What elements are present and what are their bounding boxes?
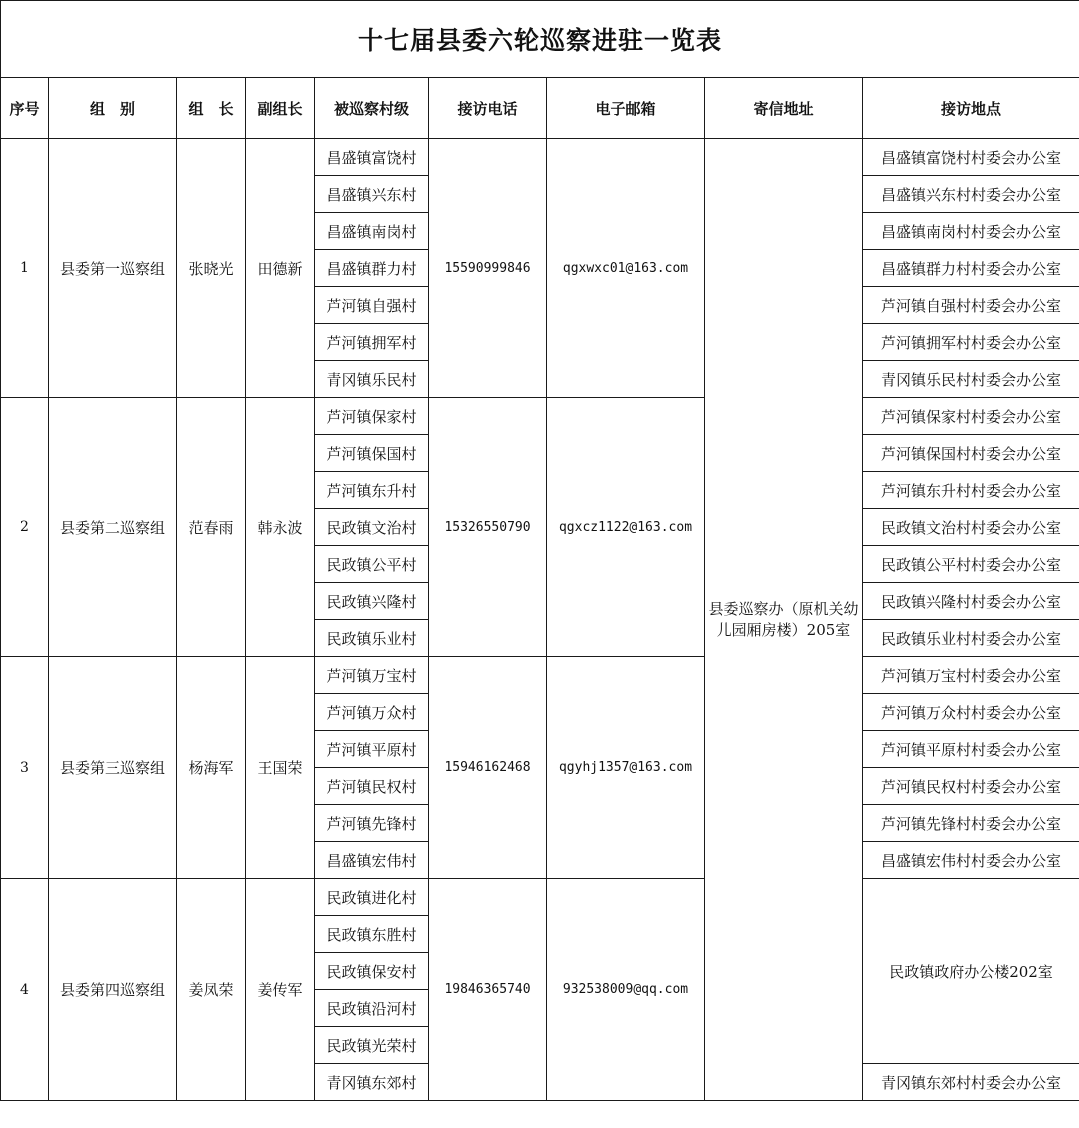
group-phone: 19846365740	[429, 879, 547, 1101]
table-row	[1, 139, 1079, 176]
location-cell: 芦河镇保家村村委会办公室	[863, 398, 1079, 435]
location-cell: 民政镇兴隆村村委会办公室	[863, 583, 1079, 620]
village-cell: 民政镇文治村	[315, 509, 429, 546]
header-group: 组 别	[49, 78, 177, 139]
group-email: qgxcz1122@163.com	[547, 398, 705, 657]
village-cell: 民政镇乐业村	[315, 620, 429, 657]
village-cell: 民政镇沿河村	[315, 990, 429, 1027]
location-cell: 昌盛镇兴东村村委会办公室	[863, 176, 1079, 213]
village-cell: 芦河镇平原村	[315, 731, 429, 768]
location-cell: 芦河镇拥军村村委会办公室	[863, 324, 1079, 361]
group-email: qgxwxc01@163.com	[547, 139, 705, 398]
village-cell: 芦河镇保家村	[315, 398, 429, 435]
location-cell: 昌盛镇群力村村委会办公室	[863, 250, 1079, 287]
village-cell: 芦河镇万宝村	[315, 657, 429, 694]
location-cell: 芦河镇先锋村村委会办公室	[863, 805, 1079, 842]
village-cell: 昌盛镇南岗村	[315, 213, 429, 250]
group-seq: 2	[1, 398, 49, 657]
location-cell: 芦河镇保国村村委会办公室	[863, 435, 1079, 472]
village-cell: 昌盛镇宏伟村	[315, 842, 429, 879]
location-cell: 芦河镇平原村村委会办公室	[863, 731, 1079, 768]
header-deputy: 副组长	[246, 78, 315, 139]
location-cell: 芦河镇万众村村委会办公室	[863, 694, 1079, 731]
village-cell: 芦河镇万众村	[315, 694, 429, 731]
header-row	[1, 78, 1079, 139]
group-leader: 范春雨	[177, 398, 246, 657]
village-cell: 民政镇进化村	[315, 879, 429, 916]
group-leader: 姜凤荣	[177, 879, 246, 1101]
table-title: 十七届县委六轮巡察进驻一览表	[1, 1, 1079, 78]
group-email: qgyhj1357@163.com	[547, 657, 705, 879]
village-cell: 芦河镇拥军村	[315, 324, 429, 361]
group-deputy: 韩永波	[246, 398, 315, 657]
group-phone: 15326550790	[429, 398, 547, 657]
group-email: 932538009@qq.com	[547, 879, 705, 1101]
group-seq: 1	[1, 139, 49, 398]
village-cell: 民政镇光荣村	[315, 1027, 429, 1064]
location-cell: 昌盛镇富饶村村委会办公室	[863, 139, 1079, 176]
group-seq: 3	[1, 657, 49, 879]
location-cell: 芦河镇民权村村委会办公室	[863, 768, 1079, 805]
header-email: 电子邮箱	[547, 78, 705, 139]
header-location: 接访地点	[863, 78, 1079, 139]
location-cell: 芦河镇万宝村村委会办公室	[863, 657, 1079, 694]
group-phone: 15946162468	[429, 657, 547, 879]
village-cell: 芦河镇先锋村	[315, 805, 429, 842]
location-cell: 民政镇公平村村委会办公室	[863, 546, 1079, 583]
village-cell: 青冈镇东郊村	[315, 1064, 429, 1101]
location-cell: 青冈镇乐民村村委会办公室	[863, 361, 1079, 398]
village-cell: 民政镇兴隆村	[315, 583, 429, 620]
village-cell: 芦河镇民权村	[315, 768, 429, 805]
table-row	[1, 657, 1079, 694]
header-leader: 组 长	[177, 78, 246, 139]
header-mail-address: 寄信地址	[705, 78, 863, 139]
group-name: 县委第四巡察组	[49, 879, 177, 1101]
group-deputy: 姜传军	[246, 879, 315, 1101]
location-merged-cell: 民政镇政府办公楼202室	[863, 879, 1079, 1064]
group-name: 县委第一巡察组	[49, 139, 177, 398]
group-leader: 张晓光	[177, 139, 246, 398]
location-cell: 芦河镇东升村村委会办公室	[863, 472, 1079, 509]
location-cell: 青冈镇东郊村村委会办公室	[863, 1064, 1079, 1101]
group-phone: 15590999846	[429, 139, 547, 398]
group-name: 县委第二巡察组	[49, 398, 177, 657]
table-row	[1, 398, 1079, 435]
group-deputy: 王国荣	[246, 657, 315, 879]
village-cell: 昌盛镇富饶村	[315, 139, 429, 176]
table-row	[1, 879, 1079, 916]
location-cell: 芦河镇自强村村委会办公室	[863, 287, 1079, 324]
location-cell: 昌盛镇南岗村村委会办公室	[863, 213, 1079, 250]
header-phone: 接访电话	[429, 78, 547, 139]
header-villages: 被巡察村级	[315, 78, 429, 139]
village-cell: 芦河镇保国村	[315, 435, 429, 472]
mail-address-cell: 县委巡察办（原机关幼儿园厢房楼）205室	[705, 139, 863, 1101]
group-seq: 4	[1, 879, 49, 1101]
village-cell: 昌盛镇兴东村	[315, 176, 429, 213]
group-deputy: 田德新	[246, 139, 315, 398]
location-cell: 民政镇文治村村委会办公室	[863, 509, 1079, 546]
group-leader: 杨海军	[177, 657, 246, 879]
location-cell: 民政镇乐业村村委会办公室	[863, 620, 1079, 657]
village-cell: 芦河镇自强村	[315, 287, 429, 324]
village-cell: 民政镇东胜村	[315, 916, 429, 953]
location-cell: 昌盛镇宏伟村村委会办公室	[863, 842, 1079, 879]
header-seq: 序号	[1, 78, 49, 139]
village-cell: 民政镇公平村	[315, 546, 429, 583]
village-cell: 芦河镇东升村	[315, 472, 429, 509]
village-cell: 民政镇保安村	[315, 953, 429, 990]
group-name: 县委第三巡察组	[49, 657, 177, 879]
village-cell: 昌盛镇群力村	[315, 250, 429, 287]
village-cell: 青冈镇乐民村	[315, 361, 429, 398]
